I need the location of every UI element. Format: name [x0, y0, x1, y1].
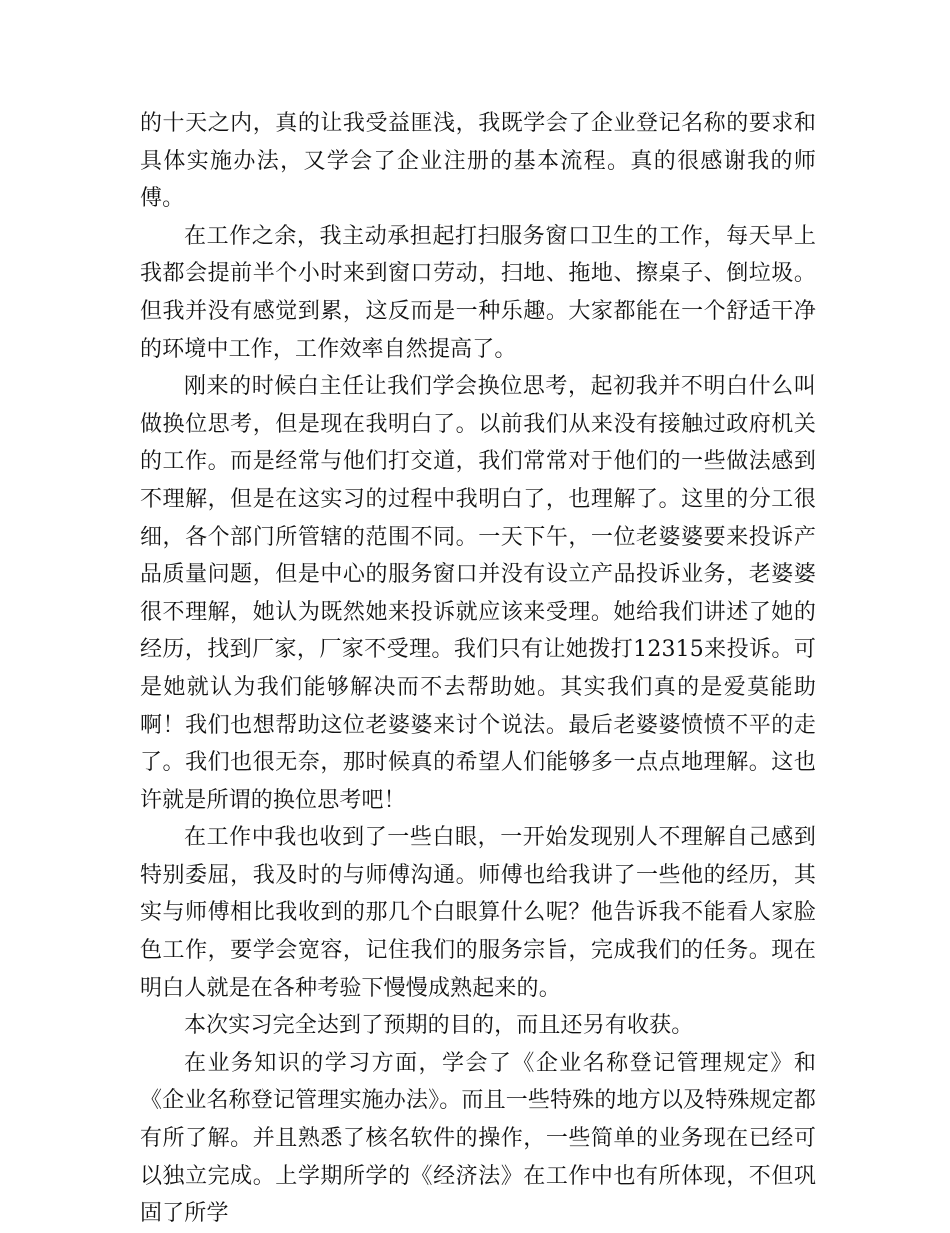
document-page: [140, 105, 816, 1233]
paragraph-summary: 本次实习完全达到了预期的目的，而且还另有收获。: [184, 1013, 694, 1039]
paragraph-cleaning-duty: 在工作之余，我主动承担起打扫服务窗口卫生的工作，每天早上我都会提前半个小时来到窗口劳动，扫地、拖地、擦桌子、倒垃圾。但我并没有感觉到累，这反而是一种乐趣。大家都能在一个舒适干净的环境中工作，工作效率自然提高了。: [140, 223, 816, 362]
paragraph-empathy: 刚来的时候白主任让我们学会换位思考，起初我并不明白什么叫做换位思考，但是现在我明白了。以前我们从来没有接触过政府机关的工作。而是经常与他们打交道，我们常常对于他们的一些做法感到不理解，但是在这实习的过程中我明白了，也理解了。这里的分工很细，各个部门所管辖的范围不同。一天下午，一位老婆婆要来投诉产品质量问题，但是中心的服务窗口并没有设立产品投诉业务，老婆婆很不理解，她认为既然她来投诉就应该来受理。她给我们讲述了她的经历，找到厂家，厂家不受理。我们只有让她拨打12315来投诉。可是她就认为我们能够解决而不去帮助她。其实我们真的是爱莫能助啊！我们也想帮助这位老婆婆来讨个说法。最后老婆婆愤愤不平的走了。我们也很无奈，那时候真的希望人们能够多一点点地理解。这也许就是所谓的换位思考吧！: [140, 374, 816, 813]
paragraph-continuation: 的十天之内，真的让我受益匪浅，我既学会了企业登记名称的要求和具体实施办法，又学会了企业注册的基本流程。真的很感谢我的师傅。: [140, 111, 816, 212]
paragraph-business-knowledge: 在业务知识的学习方面，学会了《企业名称登记管理规定》和《企业名称登记管理实施办法》。而且一些特殊的地方以及特殊规定都有所了解。并且熟悉了核名软件的操作，一些简单的业务现在已经可以独立完成。上学期所学的《经济法》在工作中也有所体现，不但巩固了所学: [140, 1050, 816, 1227]
paragraph-tolerance: 在工作中我也收到了一些白眼，一开始发现别人不理解自己感到特别委屈，我及时的与师傅沟通。师傅也给我讲了一些他的经历，其实与师傅相比我收到的那几个白眼算什么呢？他告诉我不能看人家脸色工作，要学会宽容，记住我们的服务宗旨，完成我们的任务。现在明白人就是在各种考验下慢慢成熟起来的。: [140, 825, 816, 1001]
